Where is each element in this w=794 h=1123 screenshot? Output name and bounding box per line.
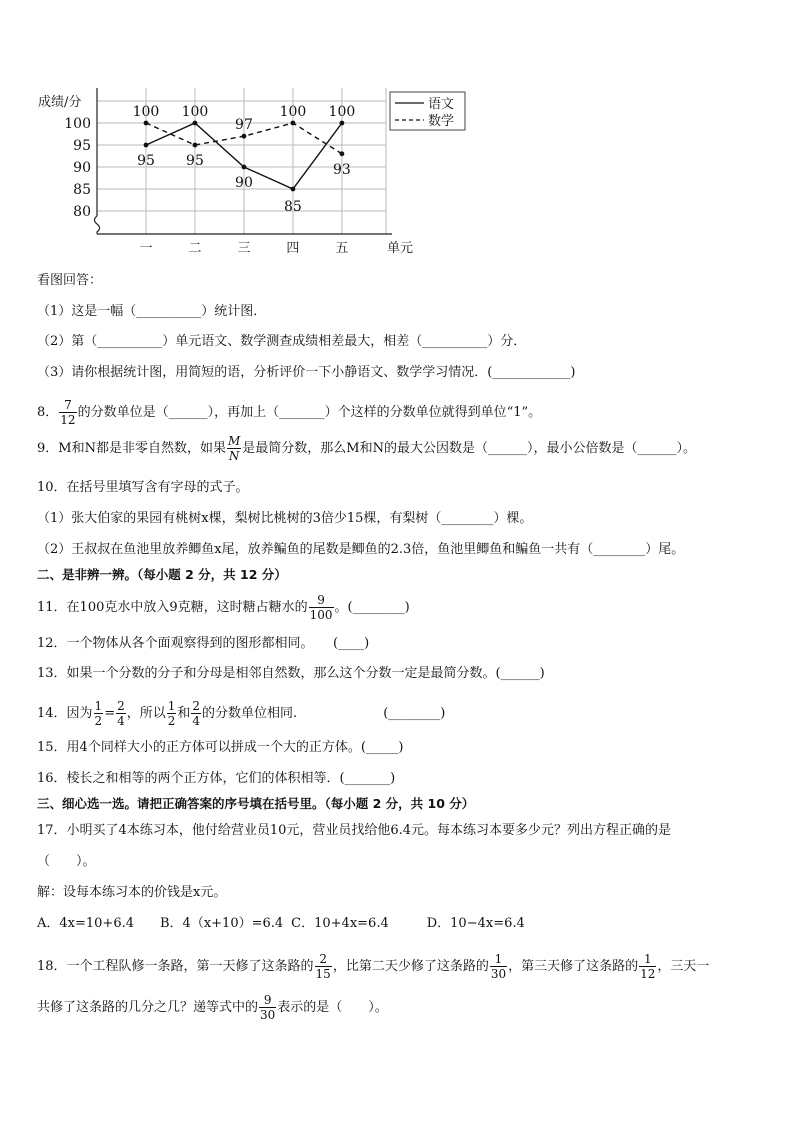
q18-end1: ，三天一 [657, 959, 710, 974]
q10-part1: （1）张大伯家的果园有桃树x棵，梨树比桃树的3倍少15棵，有梨树（________）棵。 [37, 511, 533, 526]
q18-pre2: 共修了这条路的几分之几？递等式中的 [37, 1000, 259, 1015]
q14-f1-num: 1 [94, 699, 103, 713]
q11-numerator: 9 [309, 593, 334, 608]
x-tick-label: 四 [286, 241, 300, 256]
q14-f1-den: 2 [94, 714, 103, 728]
q18-mid2: ，第三天修了这条路的 [508, 959, 639, 974]
q7-intro: 看图回答： [37, 273, 103, 288]
data-label: 95 [186, 153, 204, 169]
data-label: 100 [181, 104, 209, 120]
q14-blank: (________) [383, 706, 446, 721]
q9 [37, 434, 696, 463]
chart-labels [38, 94, 413, 256]
q17-stem-line1: 17．小明买了4本练习本，他付给营业员10元，营业员找给他6.4元。每本练习本要多少元？列出方程正确的是 [37, 823, 672, 838]
q14-fraction-4 [191, 699, 201, 728]
q14-equals: = [104, 706, 116, 721]
q11-denominator: 100 [309, 608, 333, 622]
y-tick-label: 95 [73, 138, 91, 154]
q14 [37, 699, 445, 728]
q7-part3: （3）请你根据统计图，用简短的语，分析评价一下小静语文、数学学习情况．(____________) [37, 365, 576, 380]
data-point [193, 143, 198, 148]
q18-pre: 18．一个工程队修一条路，第一天修了这条路的 [37, 959, 314, 974]
chart-legend [390, 92, 465, 130]
data-label: 97 [235, 117, 253, 134]
q14-fraction-1 [94, 699, 104, 728]
q11-fraction [309, 593, 334, 622]
data-label: 100 [328, 104, 356, 120]
q14-f4-den: 4 [192, 714, 201, 728]
q14-fraction-3 [167, 699, 177, 728]
data-point [340, 121, 345, 126]
q17-option-a: A．4x=10+6.4 [37, 916, 134, 931]
q18-f4-den: 30 [260, 1008, 276, 1022]
q17-option-b: B．4（x+10）=6.4 [160, 916, 284, 931]
q14-f3-den: 2 [167, 714, 176, 728]
q8 [37, 398, 541, 427]
q11-pre: 11．在100克水中放入9克糖，这时糖占糖水的 [37, 600, 308, 615]
q18-post2: 表示的是（ ）。 [277, 1000, 388, 1015]
q9-fraction [227, 434, 241, 463]
q18-fraction-3 [639, 952, 656, 981]
data-point [291, 187, 296, 192]
q14-pre: 14．因为 [37, 706, 93, 721]
q18-f3-num: 1 [639, 952, 656, 967]
data-point [242, 165, 247, 170]
y-tick-label: 80 [73, 204, 91, 220]
data-label: 95 [137, 153, 155, 169]
q8-denominator: 12 [60, 413, 76, 427]
q14-post: 的分数单位相同. [202, 706, 298, 721]
q11 [37, 593, 410, 622]
data-label: 100 [132, 104, 160, 120]
q9-numerator: M [227, 434, 241, 448]
q8-fraction [59, 398, 76, 427]
q7-part1: （1）这是一幅（__________）统计图． [37, 304, 267, 319]
legend-label: 语文 [428, 97, 455, 112]
y-tick-label: 85 [73, 182, 91, 198]
q18-line1 [37, 952, 709, 981]
q18-f3-den: 12 [640, 967, 656, 981]
q14-mid: ，所以 [126, 706, 166, 721]
q18-fraction-4 [259, 993, 276, 1022]
q18-line2 [37, 993, 388, 1022]
score-line-chart [30, 86, 470, 262]
x-tick-label: 一 [139, 241, 153, 256]
data-point [242, 134, 247, 139]
data-label: 85 [284, 199, 302, 215]
q18-f1-num: 2 [315, 952, 332, 967]
q14-f2-num: 2 [117, 699, 125, 713]
data-point [144, 121, 149, 126]
q17-solution: 解：设每本练习本的价钱是x元。 [37, 885, 227, 900]
q16: 16．棱长之和相等的两个正方体，它们的体积相等．(_______) [37, 771, 396, 786]
data-label: 90 [235, 175, 253, 191]
q8-text: 的分数单位是（______），再加上（_______）个这样的分数单位就得到单位“1”。 [77, 405, 542, 420]
q9-denominator: N [228, 449, 240, 463]
q10-title: 10．在括号里填写含有字母的式子。 [37, 480, 249, 495]
q12: 12．一个物体从各个面观察得到的图形都相同。 (____) [37, 636, 370, 651]
q18-f2-den: 30 [490, 967, 507, 981]
q10-part2: （2）王叔叔在鱼池里放养鲫鱼x尾，放养鳊鱼的尾数是鲫鱼的2.3倍，鱼池里鲫鱼和鳊鱼一共有（________）尾。 [37, 542, 685, 557]
axis-break-mark [95, 216, 100, 234]
q14-and: 和 [177, 706, 191, 721]
y-tick-label: 90 [73, 160, 91, 176]
legend-label: 数学 [428, 114, 455, 129]
data-point [291, 121, 296, 126]
q9-pre: 9．M和N都是非零自然数，如果 [37, 441, 226, 456]
q18-f1-den: 15 [315, 967, 331, 981]
q18-mid1: ，比第二天少修了这条路的 [332, 959, 489, 974]
q14-f4-num: 2 [192, 699, 201, 713]
section2-heading: 二、是非辨一辨。（每小题 2 分，共 12 分） [37, 567, 287, 582]
section3-heading: 三、细心选一选。请把正确答案的序号填在括号里。（每小题 2 分，共 10 分） [37, 796, 475, 811]
x-axis-label: 单元 [386, 241, 414, 256]
q15: 15．用4个同样大小的正方体可以拼成一个大的正方体。(_____) [37, 740, 404, 755]
q17-options [37, 915, 525, 933]
q18-f4-num: 9 [259, 993, 276, 1008]
q8-number: 8． [37, 405, 59, 420]
q14-f2-den: 4 [117, 714, 125, 728]
q18-f2-num: 1 [490, 952, 507, 967]
q17-option-c: C．10+4x=6.4 [291, 916, 389, 931]
q8-numerator: 7 [59, 398, 76, 413]
x-tick-label: 三 [237, 241, 251, 256]
data-label: 100 [279, 104, 307, 120]
q13: 13．如果一个分数的分子和分母是相邻自然数，那么这个分数一定是最简分数。(______) [37, 666, 545, 681]
data-point [193, 121, 198, 126]
x-tick-label: 二 [188, 241, 202, 256]
q18-fraction-1 [315, 952, 332, 981]
q9-post: 是最简分数，那么M和N的最大公因数是（______），最小公倍数是（______）。 [242, 441, 696, 456]
data-point [144, 143, 149, 148]
q11-post: 。(________) [334, 600, 410, 615]
data-point [340, 151, 345, 156]
y-axis-label: 成绩/分 [38, 95, 82, 110]
q7-part2: （2）第（__________）单元语文、数学测查成绩相差最大，相差（__________）分． [37, 334, 527, 349]
x-tick-label: 五 [335, 241, 349, 256]
q17-stem-line2: （ ）。 [37, 854, 96, 869]
q17-option-d: D．10−4x=6.4 [426, 916, 525, 931]
y-tick-label: 100 [64, 116, 91, 132]
q14-f3-num: 1 [167, 699, 176, 713]
data-label: 93 [333, 161, 351, 178]
q18-fraction-2 [490, 952, 507, 981]
q14-fraction-2 [116, 699, 126, 728]
